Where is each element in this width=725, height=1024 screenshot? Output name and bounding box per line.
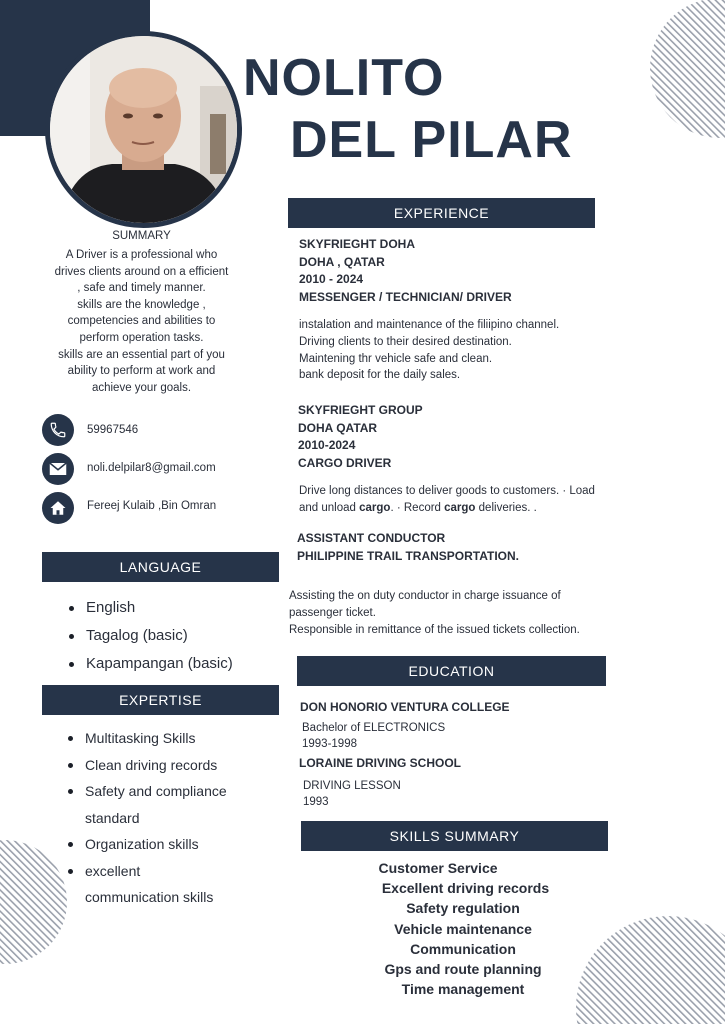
list-item: communication skills (85, 889, 214, 905)
edu-school: DON HONORIO VENTURA COLLEGE (300, 700, 510, 714)
edu-school: LORAINE DRIVING SCHOOL (299, 756, 462, 770)
list-item: Multitasking Skills (65, 725, 227, 752)
edu-detail (302, 721, 445, 752)
edu-degree: DRIVING LESSON (303, 780, 401, 792)
list-item: Kapampangan (basic) (66, 650, 233, 678)
summary-title: SUMMARY (112, 230, 171, 242)
avatar (50, 36, 237, 223)
job-company: SKYFRIEGHT DOHA (299, 237, 416, 251)
job-skyfrieght-group (298, 402, 423, 472)
home-icon (42, 492, 74, 524)
summary-line: ability to perform at work and (67, 365, 216, 378)
list-item: English (66, 594, 233, 622)
list-item: Safety and compliance (65, 778, 227, 805)
list-item: excellent (65, 858, 227, 885)
experience-header: EXPERIENCE (288, 198, 595, 228)
profile-photo (50, 36, 237, 223)
skills-summary-list (298, 858, 628, 999)
list-item: Communication (410, 940, 516, 957)
job-location: DOHA QATAR (298, 420, 378, 435)
job-role: MESSENGER / TECHNICIAN/ DRIVER (299, 289, 512, 304)
job-company: SKYFRIEGHT GROUP (298, 403, 423, 417)
list-item: Clean driving records (65, 752, 227, 779)
summary-line: competencies and abilities to (67, 315, 216, 328)
edu-years: 1993-1998 (302, 737, 357, 750)
list-item: Tagalog (basic) (66, 622, 233, 650)
summary-text (36, 247, 247, 396)
job-desc-text: . · Record (390, 501, 445, 514)
job-description (299, 317, 619, 384)
job-skyfrieght-doha (299, 236, 512, 306)
job-desc-line: Driving clients to their desired destination. (299, 335, 512, 348)
job-description (289, 588, 634, 638)
education-header: EDUCATION (297, 656, 606, 686)
expertise-header: EXPERTISE (42, 685, 279, 715)
summary-line: skills are the knowledge , (77, 298, 206, 311)
skills-summary-header: SKILLS SUMMARY (301, 821, 608, 851)
list-item: Gps and route planning (384, 961, 542, 978)
list-item: Customer Service (378, 860, 498, 876)
striped-circle-top-right (650, 0, 725, 138)
job-desc-bold: cargo (359, 501, 391, 514)
job-location: DOHA , QATAR (299, 254, 385, 269)
list-item: Vehicle maintenance (394, 920, 532, 937)
summary-line: A Driver is a professional who (65, 249, 218, 261)
list-item: Safety regulation (406, 900, 520, 917)
job-desc-text: deliveries. . (475, 501, 537, 514)
job-desc-text: and unload (299, 501, 360, 514)
job-desc-line: Maintening thr vehicle safe and clean. (299, 352, 493, 365)
list-item: standard (85, 809, 140, 826)
edu-years: 1993 (303, 795, 329, 808)
list-item: Organization skills (65, 831, 227, 858)
contact-email: noli.delpilar8@gmail.com (87, 462, 216, 474)
job-years: 2010 - 2024 (299, 272, 364, 286)
list-item: Excellent driving records (381, 880, 550, 897)
job-desc-line: Responsible in remittance of the issued tickets collection. (289, 623, 580, 636)
job-desc-line: instalation and maintenance of the filiipino channel. (299, 319, 560, 331)
summary-line: drives clients around on a efficient (54, 265, 229, 278)
job-years: 2010-2024 (298, 438, 356, 452)
summary-line: achieve your goals. (91, 381, 192, 394)
name-first: NOLITO (243, 49, 445, 107)
email-icon (42, 453, 74, 485)
striped-circle-bottom-left (0, 840, 67, 964)
expertise-list (65, 725, 227, 911)
contact-address: Fereej Kulaib ,Bin Omran (87, 500, 217, 512)
edu-detail (303, 779, 401, 810)
job-desc-bold: cargo (444, 501, 476, 514)
job-desc-line: Drive long distances to deliver goods to customers. · Load (299, 485, 595, 497)
job-desc-line: Assisting the on duty conductor in charge issuance of (289, 590, 561, 602)
phone-icon (42, 414, 74, 446)
summary-line: , safe and timely manner. (77, 282, 206, 295)
job-description (299, 483, 639, 517)
name-last: DEL PILAR (290, 111, 573, 169)
language-header: LANGUAGE (42, 552, 279, 582)
job-role: ASSISTANT CONDUCTOR (297, 531, 446, 545)
language-list (66, 594, 233, 678)
list-item: Time management (401, 981, 525, 998)
summary-line: perform operation tasks. (79, 331, 204, 344)
job-assistant-conductor (297, 530, 519, 565)
job-desc-line: bank deposit for the daily sales. (299, 369, 461, 382)
job-role: CARGO DRIVER (298, 455, 392, 470)
job-desc-line: passenger ticket. (289, 606, 376, 619)
edu-degree: Bachelor of ELECTRONICS (302, 722, 446, 734)
job-company: PHILIPPINE TRAIL TRANSPORTATION. (297, 548, 520, 563)
job-desc-line (299, 500, 639, 517)
contact-phone: 59967546 (87, 424, 139, 436)
summary-line: skills are an essential part of you (58, 348, 225, 361)
